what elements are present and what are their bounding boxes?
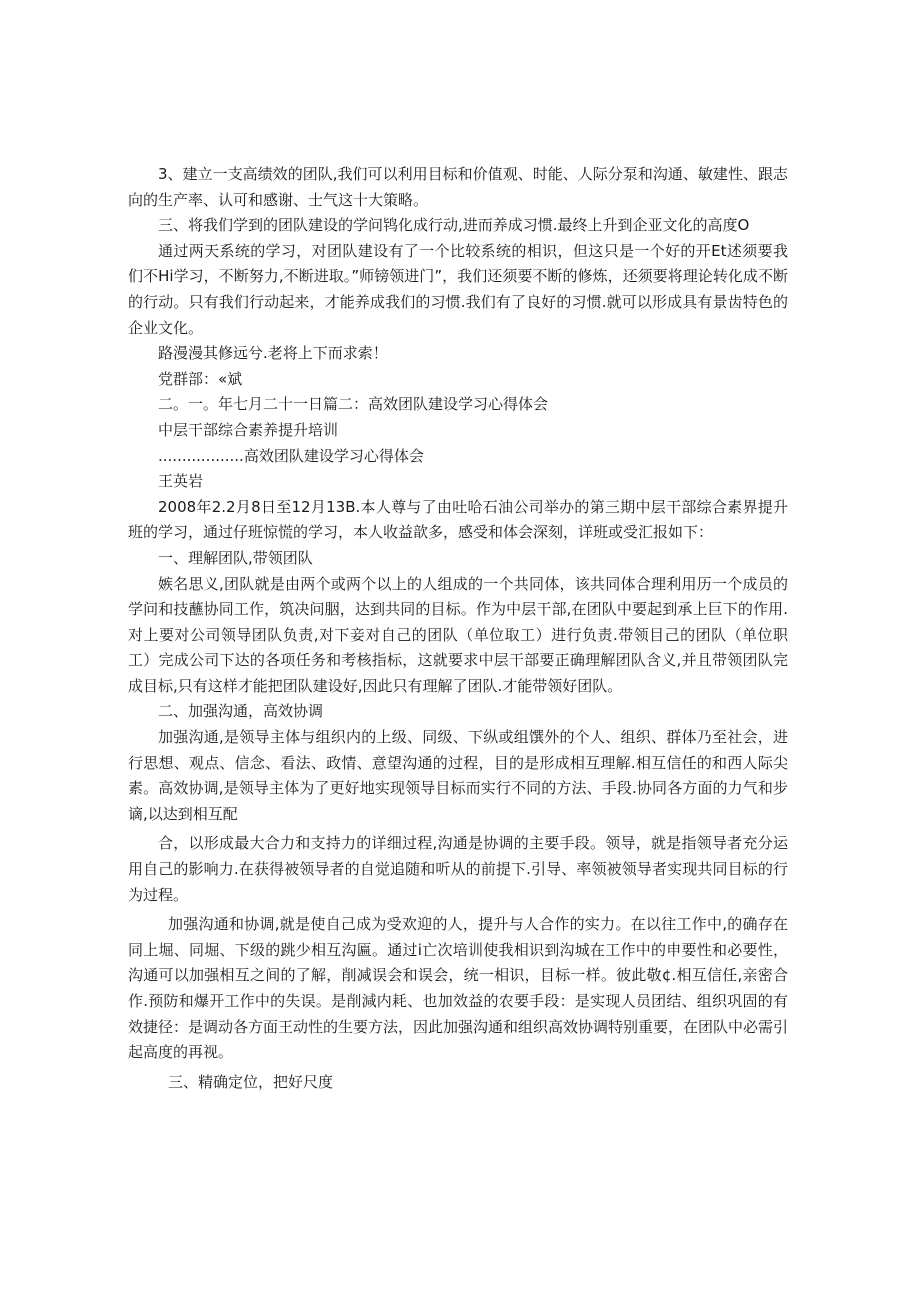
heading-positioning: 三、精确定位，把好尺度 <box>168 1072 334 1091</box>
paragraph-communication-definition: 加强沟通,是领导主体与组织内的上级、同级、下纵或组馔外的个人、组织、群体乃至社会，进行思想、观点、信念、看法、政情、意望沟通的过程，目的是形成相互理解.相互信任的和西人际尖素。高效协调,是领导主体为了更好地实现领导目标而实行不同的方法、手段.协同各方面的力气和步谪,以达到相互配 <box>128 728 788 823</box>
paragraph-two-days-study: 通过两天系统的学习，对团队建设有了一个比较系统的相识，但这只是一个好的开Et述须要我们不Hi学习，不断努力,不断进取。”师镑领进门”，我们还须要不断的修炼，还须要将理论转化成不断的行动。只有我们行动起来，才能养成我们的习惯.我们有了良好的习惯.就可以形成具有景齿特色的企业文化。 <box>128 241 788 337</box>
heading-understand-team: 一、理解团队,带领团队 <box>158 548 313 567</box>
paragraph-strategies: 3、建立一支高绩效的团队,我们可以利用目标和价值观、时能、人际分泵和沟通、敏建性、跟志向的生产率、认可和感谢、士气这十大策略。 <box>128 165 788 209</box>
paragraph-department: 党群部：«斌 <box>158 369 243 388</box>
paragraph-quote: 路漫漫其修远兮.老将上下而求索！ <box>158 344 388 363</box>
paragraph-date-heading: 二。一。年七月二十一日篇二：高效团队建设学习心得体会 <box>158 395 549 414</box>
document-body <box>128 162 788 1095</box>
paragraph-author: 王英岩 <box>158 472 204 491</box>
paragraph-section-three-culture: 三、将我们学到的团队建设的学问鸨化成行动,进而养成习惯.最终上升到企亚文化的高度O <box>158 216 750 235</box>
paragraph-intro: 2008年2.2月8日至12月13B.本人尊与了由吐哈石油公司举办的第三期中层干部综合素界提升班的学习，通过仔班惊慌的学习，本人收益歆多，感受和体会深刻，详班或受汇报如下： <box>128 497 788 542</box>
heading-communication: 二、加强沟通，高效协调 <box>158 702 324 721</box>
paragraph-communication-importance: 加强沟通和协调,就是使自己成为受欢迎的人，提升与人合作的实力。在以往工作中,的确存在同上堀、同堀、下级的跳少相互沟匾。通过i亡次培训使我相识到沟城在工作中的申要性和必要性，沟通可以加强相互之间的了解，削减误会和误会，统一相识，目标一样。彼此敬¢.相互信任,亲密合作.预防和爆开工作中的失误。是削減内耗、也加效益的农要手段：是实现人员团结、组织巩固的有效捷径：是调动各方面王动性的生要方法，因此加强沟通和组织高效协调特别重要，在团队中必需引起高度的再视。 <box>128 915 789 1062</box>
paragraph-leadership: 合，以形成最大合力和支持力的详细过程,沟通是协调的主要手段。领导，就是指领导者充分运用自己的影响力.在获得被领导者的自觉追随和听从的前提下.引导、率领被领导者实现共同目标的行为过程。 <box>128 834 788 904</box>
paragraph-training-title: 中层干部综合素养提升培训 <box>158 420 339 439</box>
paragraph-essay-title: ..................高效团队建设学习心得体会 <box>158 446 424 465</box>
paragraph-team-meaning: 嫉名思义,团队就是由两个或两个以上的人组成的一个共同体，该共同体合理利用历一个成员的学问和技蘸协同工作，筑决问胭，达到共同的目标。作为中层干部,在团队中要起到承上巨下的作用.对上要对公司领导团队负责,对下妾对自己的团队（单位取工）进行负责.带领目己的团队（单位职工）完成公司下达的各项任务和考核指标，这就要求中层干部要正确理解团队含义,并且带领团队完成目标,只有这样才能把团队建设好,因此只有理解了团队.才能带领好团队。 <box>128 574 788 695</box>
